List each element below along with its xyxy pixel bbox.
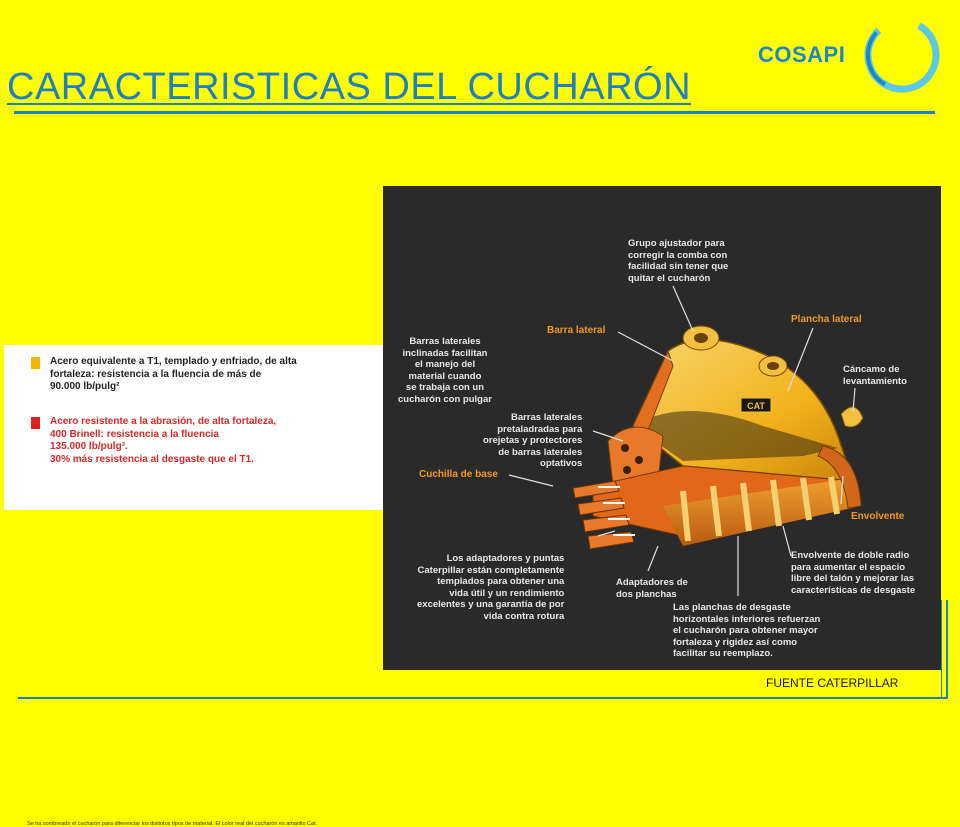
- source-caption: FUENTE CATERPILLAR: [766, 676, 899, 690]
- label-planchas-desgaste: Las planchas de desgaste horizontales inferiores refuerzan el cucharón para obtener mayor fortaleza y rigidez así como facilitar su reemplazo.: [673, 602, 821, 659]
- cosapi-logo-icon: [862, 15, 942, 95]
- label-cuchilla-base: Cuchilla de base: [419, 469, 498, 480]
- cat-logo: CAT: [747, 401, 765, 411]
- legend-swatch-red: [31, 417, 40, 429]
- label-plancha-lateral: Plancha lateral: [791, 314, 862, 325]
- frame-line: [18, 697, 948, 699]
- material-legend: [4, 345, 383, 827]
- label-barras-pretaladradas: Barras laterales pretaladradas para orejetas y protectores de barras laterales optativos: [483, 412, 583, 469]
- label-grupo-ajustador: Grupo ajustador para corregir la comba con facilidad sin tener que quitar el cucharón: [628, 238, 729, 284]
- label-adaptadores-planchas: Adaptadores de dos planchas: [616, 577, 688, 600]
- label-barra-lateral: Barra lateral: [547, 325, 606, 336]
- cosapi-logo-text: COSAPI: [758, 42, 846, 67]
- frame-line: [946, 600, 948, 698]
- page-title: CARACTERISTICAS DEL CUCHARÓN: [7, 66, 692, 108]
- legend-footnote: Se ha sombreado el cucharón para diferenciar los distintos tipos de material. El color real del cucharón es amarillo Cat.: [27, 821, 318, 827]
- legend-item-abrasion-steel: Acero resistente a la abrasión, de alta fortaleza, 400 Brinell: resistencia a la fluencia 135.000 lb/pulg². 30% más resistencia al desgaste que el T1.: [50, 416, 277, 465]
- label-envolvente-doble: Envolvente de doble radio para aumentar el espacio libre del talón y mejorar las características de desgaste: [791, 550, 916, 596]
- label-envolvente: Envolvente: [851, 511, 905, 522]
- frame-line: [941, 600, 942, 698]
- bucket-diagram: [383, 186, 941, 670]
- legend-item-t1-steel: Acero equivalente a T1, templado y enfriado, de alta fortaleza: resistencia a la fluencia de más de 90.000 lb/pulg²: [50, 356, 297, 392]
- label-cancamo: Cáncamo de levantamiento: [843, 364, 907, 387]
- legend-swatch-yellow: [31, 357, 40, 369]
- label-adaptadores-puntas: Los adaptadores y puntas Caterpillar están completamente templados para obtener una vida útil y un rendimiento excelentes y una garantía de por vida contra rotura: [417, 553, 565, 622]
- title-underline: [14, 111, 935, 114]
- label-barras-inclinadas: Barras laterales inclinadas facilitan el manejo del material cuando se trabaja con un cucharón con pulgar: [398, 336, 492, 405]
